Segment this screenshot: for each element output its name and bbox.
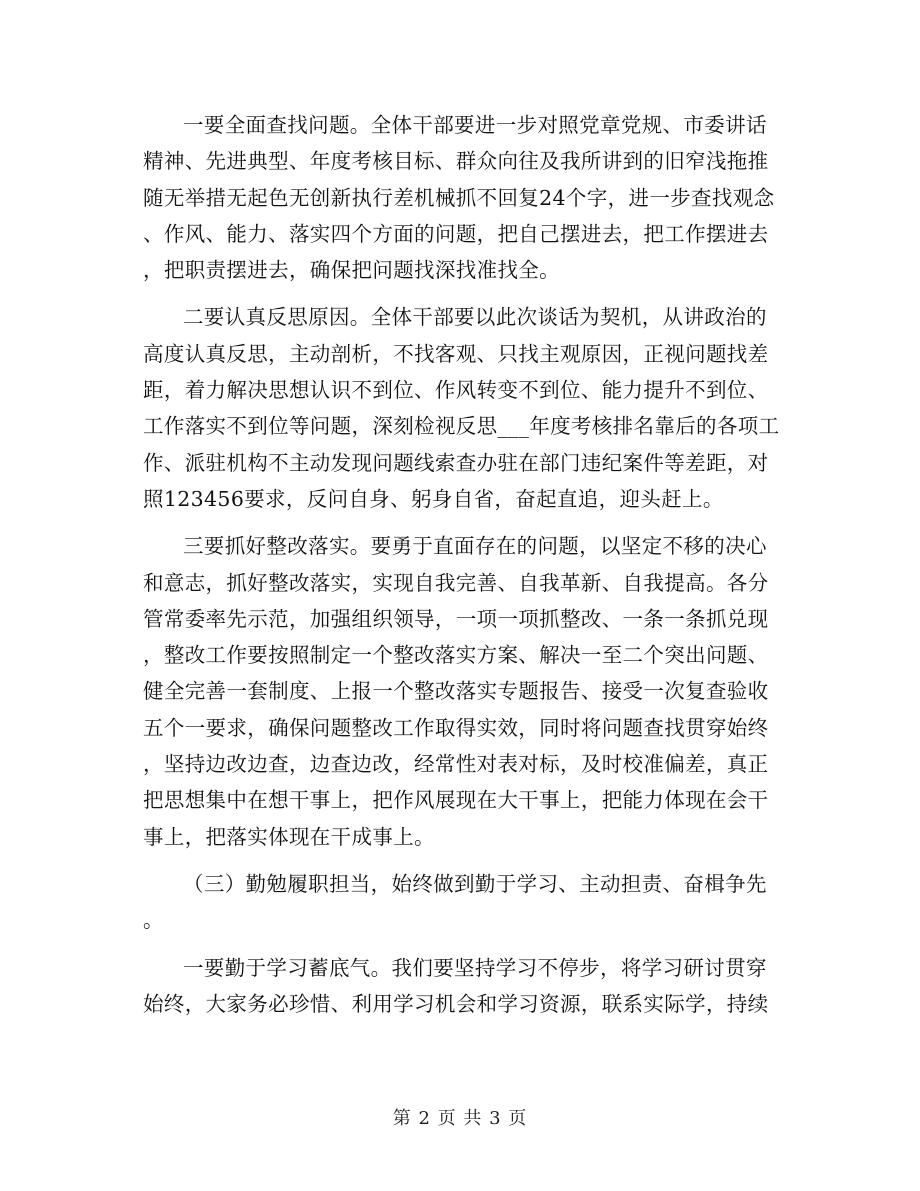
text-line: 五个一要求，确保问题整改工作取得实效，同时将问题查找贯穿始终 [143,715,769,740]
text-line: 二要认真反思原因。全体干部要以此次谈话为契机，从讲政治的 [183,305,767,330]
paragraph-2 [143,299,783,517]
paragraph-1 [143,107,783,288]
text-line: 精神、先进典型、年度考核目标、群众向往及我所讲到的旧窄浅拖推 [143,149,769,174]
paragraph-4 [143,950,783,1023]
text-line: 和意志，抓好整改落实，实现自我完善、自我革新、自我提高。各分 [143,570,769,595]
section-heading [143,866,783,939]
text-line: ，把职责摆进去，确保把问题找深找准找全。 [143,258,560,283]
text-line: 三要抓好整改落实。要勇于直面存在的问题，以坚定不移的决心 [183,534,767,559]
document-body [143,107,783,1022]
heading-line: （三）勤勉履职担当，始终做到勤于学习、主动担责、奋楫争先 [183,871,767,896]
text-line: 照123456要求，反问自身、躬身自省，奋起直追，迎头赶上。 [143,486,724,511]
text-line: ，整改工作要按照制定一个整改落实方案、解决一至二个突出问题、 [143,643,769,668]
paragraph-3 [143,528,783,855]
text-line: 工作落实不到位等问题，深刻检视反思___年度考核排名靠后的各项工 [143,414,780,439]
text-line: 始终，大家务必珍惜、利用学习机会和学习资源，联系实际学，持续 [143,991,769,1016]
text-line: 一要勤于学习蓄底气。我们要坚持学习不停步，将学习研讨贯穿 [183,955,767,980]
text-line: 随无举措无起色无创新执行差机械抓不回复24个字，进一步查找观念 [143,185,775,210]
text-line: 把思想集中在想干事上，把作风展现在大干事上，把能力体现在会干 [143,788,769,813]
text-line: 距，着力解决思想认识不到位、作风转变不到位、能力提升不到位、 [143,378,769,403]
text-line: 作、派驻机构不主动发现问题线索查办驻在部门违纪案件等差距，对 [143,450,769,475]
text-line: 健全完善一套制度、上报一个整改落实专题报告、接受一次复查验收 [143,679,769,704]
text-line: 管常委率先示范，加强组织领导，一项一项抓整改、一条一条抓兑现 [143,606,769,631]
text-line: 一要全面查找问题。全体干部要进一步对照党章党规、市委讲话 [183,113,767,137]
text-line: 、作风、能力、落实四个方面的问题，把自己摆进去，把工作摆进去 [143,221,769,246]
heading-line: 。 [143,908,164,933]
text-line: 事上，把落实体现在干成事上。 [143,824,435,849]
text-line: 高度认真反思，主动剖析，不找客观、只找主观原因，正视问题找差 [143,341,769,366]
page-number: 第 2 页 共 3 页 [392,1108,528,1129]
text-line: ，坚持边改边查，边查边改，经常性对表对标，及时校准偏差，真正 [143,752,769,777]
